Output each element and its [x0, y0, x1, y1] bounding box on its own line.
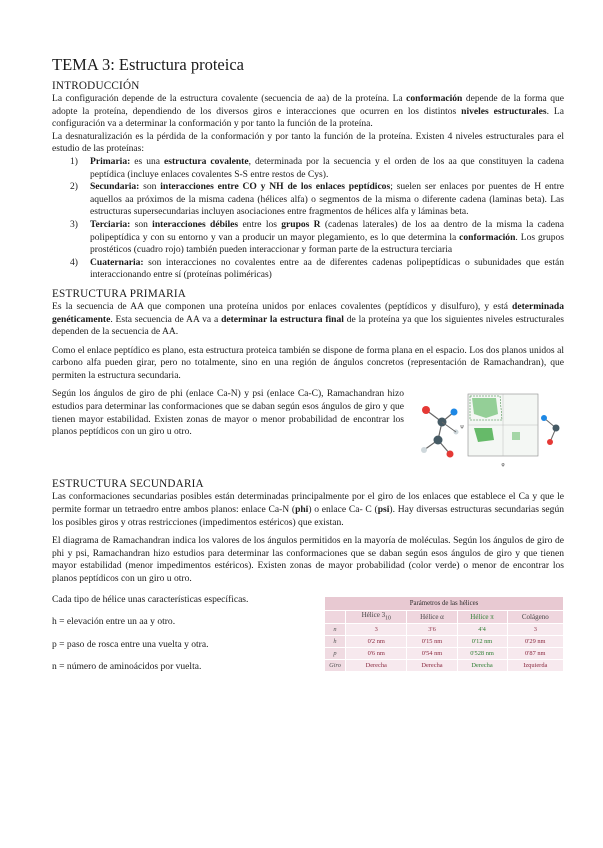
svg-text:φ: φ [501, 462, 505, 469]
table-row-label: Giro [325, 659, 346, 671]
primaria-paragraph-2: Como el enlace peptídico es plano, esta estructura proteica también se dispone de forma plana en el espacio. Los dos planos unidos al carbono alfa pueden girar, pero no totalmente, sino en una región de ángulos concretos (representación de Ramachandran), que permiten la estructura secundaria. [52, 344, 564, 381]
list-item: 3) Terciaria: son interacciones débiles entre los grupos R (cadenas laterales) de los aa dentro de la misma la cadena polipeptídica y con su entorno y van a producir un mayor plegamiento, es lo que determina la conformación. Los grupos prostéticos (cuadro rojo) también pueden interaccionar y forman parte de la estructura terciaria [70, 218, 564, 256]
table-cell: 4'4 [457, 623, 507, 635]
table-cell: 0'29 nm [507, 635, 563, 647]
table-header-cell [325, 610, 346, 623]
table-cell: 0'12 nm [457, 635, 507, 647]
section-heading-introduccion: INTRODUCCIÓN [52, 80, 140, 92]
helix-section [52, 594, 564, 684]
table-header-row [325, 610, 564, 623]
table-cell: 0'54 nm [407, 647, 457, 659]
table-cell: 0'87 nm [507, 647, 563, 659]
ramachandran-plot-icon [416, 388, 564, 472]
list-item: 1) Primaria: es una estructura covalente, determinada por la secuencia y el orden de los aa que constituyen la cadena peptídica (incluye enlaces covalentes S-S entre restos de Cys). [70, 155, 564, 180]
table-cell: Derecha [407, 659, 457, 671]
document-title: TEMA 3: Estructura proteica [52, 55, 244, 74]
structure-levels-list [52, 156, 564, 282]
table-cell: 0'2 nm [346, 635, 407, 647]
table-cell: 3'6 [407, 623, 457, 635]
helix-note-n: n = número de aminoácidos por vuelta. [52, 661, 202, 673]
secundaria-paragraph-1: Las conformaciones secundarias posibles están determinadas principalmente por el giro de los enlaces que establece el Ca y que le permite formar un tetraedro entre ambos planos: enlace Ca-N (phi) o enlace Ca- C (psi). Hay diversas estructuras secundarias según los posibles giros y otras restricciones (impedimentos estéricos) que existan. [52, 491, 564, 528]
document-page [52, 56, 564, 684]
table-caption: Parámetros de las hélices [325, 596, 564, 610]
table-row [325, 659, 564, 671]
table-cell: Derecha [346, 659, 407, 671]
helix-note-intro: Cada tipo de hélice unas características específicas. [52, 593, 249, 605]
section-heading-primaria: ESTRUCTURA PRIMARIA [52, 287, 187, 300]
table-header-cell: Hélice π [457, 610, 507, 623]
secundaria-paragraph-2: El diagrama de Ramachandran indica los valores de los ángulos permitidos en la mayoría de moléculas. Según los ángulos de giro de phi y psi, Ramachandran hizo estudios para determinar las conformaciones que se daban según esos ángulos de giro y que tienen mayor estabilidad (menor impedimentos estéricos). Existen zonas de mayor probabilidad (color verde) o menor de encontrar los planos peptídicos con un giro u otro. [52, 535, 564, 585]
intro-paragraph-1: La configuración depende de la estructura covalente (secuencia de aa) de la proteína. La conformación depende de la forma que adopte la proteína, dependiendo de los diversos giros e interacciones que ocurren en los distintos niveles estructurales. La configuración va a determinar la conformación y por tanto la función de la proteína. [52, 93, 564, 130]
helix-notes [52, 594, 248, 684]
helix-note-h: h = elevación entre un aa y otro. [52, 616, 176, 628]
svg-text:ψ: ψ [460, 424, 464, 431]
table-row [325, 635, 564, 647]
primaria-paragraph-3: Según los ángulos de giro de phi (enlace Ca-N) y psi (enlace Ca-C), Ramachandran hizo estudios para determinar las conformaciones que se daban según esos ángulos de giro y que tienen mayor estabilidad. Existen zonas de mayor o menor probabilidad de encontrar los planos peptídicos con un giro u otro. [52, 388, 404, 438]
helix-note-p: p = paso de rosca entre una vuelta y otra. [52, 638, 209, 650]
table-cell: 3 [507, 623, 563, 635]
table-row [325, 623, 564, 635]
table-row-label: p [325, 647, 346, 659]
helix-parameters-table [324, 596, 564, 672]
table-header-cell: Hélice α [407, 610, 457, 623]
table-header-cell: Colágeno [507, 610, 563, 623]
ramachandran-section [52, 388, 564, 472]
table-row-label: n [325, 623, 346, 635]
list-item: 2) Secundaria: son interacciones entre CO y NH de los enlaces peptídicos; suelen ser enlaces por puentes de H entre aquellos aa próximos de la misma cadena (hélices alfa) o segmentos de la misma o diferente cadena (laminas beta). Las estructuras supersecundarias incluyen asociaciones entre fragmentos de hélices alfa y láminas beta. [70, 181, 564, 218]
table-cell: 0'528 nm [457, 647, 507, 659]
table-cell: Derecha [457, 659, 507, 671]
table-row-label: h [325, 635, 346, 647]
primaria-paragraph-1: Es la secuencia de AA que componen una proteína unidos por enlaces covalentes (peptídicos y disulfuro), y está determinada genéticamente. Esta secuencia de AA va a determinar la estructura final de la proteína ya que los siguientes niveles estructurales dependen de la secuencia de AA. [52, 300, 564, 338]
table-cell: 3 [346, 623, 407, 635]
table-header-cell: Hélice $3_{10}$ [346, 610, 407, 623]
table-row [325, 647, 564, 659]
intro-paragraph-2: La desnaturalización es la pérdida de la conformación y por tanto la función de la proteína. Existen 4 niveles estructurales para el estudio de las proteínas: [52, 130, 564, 155]
section-heading-secundaria: ESTRUCTURA SECUNDARIA [52, 478, 204, 491]
list-item: 4) Cuaternaria: son interacciones no covalentes entre aa de diferentes cadenas polipeptídicas o subunidades que están interaccionando entre sí (proteínas poliméricas) [70, 256, 564, 281]
table-cell: Izquierda [507, 659, 563, 671]
table-cell: 0'6 nm [346, 647, 407, 659]
table-cell: 0'15 nm [407, 635, 457, 647]
